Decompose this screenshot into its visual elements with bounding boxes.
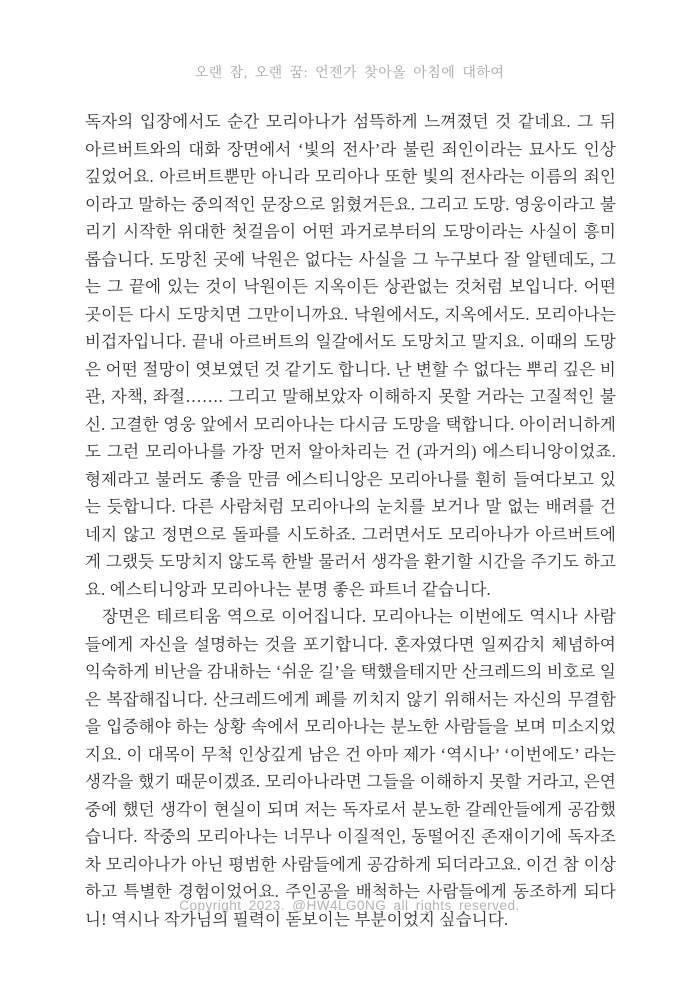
copyright-footer: Copyright 2023. @HW4LG0NG all rights reserved. <box>179 898 520 913</box>
page-title: 오랜 잠, 오랜 꿈: 언젠가 찾아올 아침에 대하여 <box>194 66 505 81</box>
paragraph: 장면은 테르티움 역으로 이어집니다. 모리아나는 이번에도 역시나 사람들에게 자신을 설명하는 것을 포기합니다. 혼자였다면 일찌감치 체념하여 익숙하게 비난을 감내하는 ‘쉬운 길’을 택했을테지만 산크레드의 비호로 일은 복잡해집니다. 산크레드에게 폐를 끼치지 않기 위해서는 자신의 무결함을 입증해야 하는 상황 속에서 모리아나는 분노한 사람들을 보며 미소지었지요. 이 대목이 무척 인상깊게 남은 건 아마 제가 ‘역시나’ ‘이번에도’ 라는 생각을 했기 때문이겠죠. 모리아나라면 그들을 이해하지 못할 거라고, 은연중에 했던 생각이 현실이 되며 저는 독자로서 분노한 갈레안들에게 공감했습니다. 작중의 모리아나는 너무나 이질적인, 동떨어진 존재이기에 독자조차 모리아나가 아닌 평범한 사람들에게 공감하게 되더라고요. 이건 참 이상하고 특별한 경험이었어요. 주인공을 배척하는 사람들에게 동조하게 되다니! 역시나 작가님의 필력이 돋보이는 부분이었지 싶습니다. <box>85 607 616 929</box>
document-body <box>85 108 616 933</box>
paragraph: 독자의 입장에서도 순간 모리아나가 섬뜩하게 느껴졌던 것 같네요. 그 뒤 아르버트와의 대화 장면에서 ‘빛의 전사’라 불린 죄인이라는 묘사도 인상 깊었어요. 아르버트뿐만 아니라 모리아나 또한 빛의 전사라는 이름의 죄인이라고 말하는 중의적인 문장으로 읽혔거든요. 그리고 도망. 영웅이라고 불리기 시작한 위대한 첫걸음이 어떤 과거로부터의 도망이라는 사실이 흥미롭습니다. 도망친 곳에 낙원은 없다는 사실을 그 누구보다 잘 알텐데도, 그는 그 끝에 있는 것이 낙원이든 지옥이든 상관없는 것처럼 보입니다. 어떤 곳이든 다시 도망치면 그만이니까요. 낙원에서도, 지옥에서도. 모리아나는 비겁자입니다. 끝내 아르버트의 일갈에서도 도망치고 말지요. 이때의 도망은 어떤 절망이 엿보였던 것 같기도 합니다. 난 변할 수 없다는 뿌리 깊은 비관, 자책, 좌절……. 그리고 말해보았자 이해하지 못할 거라는 고질적인 불신. 고결한 영웅 앞에서 모리아나는 다시금 도망을 택합니다. 아이러니하게도 그런 모리아나를 가장 먼저 알아차리는 건 (과거의) 에스티니앙이었죠. 형제라고 불러도 좋을 만큼 에스티니앙은 모리아나를 훤히 들여다보고 있는 듯합니다. 다른 사람처럼 모리아나의 눈치를 보거나 말 없는 배려를 건네지 않고 정면으로 돌파를 시도하죠. 그러면서도 모리아나가 아르버트에게 그랬듯 도망치지 않도록 한발 물러서 생각을 환기할 시간을 주기도 하고요. 에스티니앙과 모리아나는 분명 좋은 파트너 같습니다. <box>85 112 616 599</box>
